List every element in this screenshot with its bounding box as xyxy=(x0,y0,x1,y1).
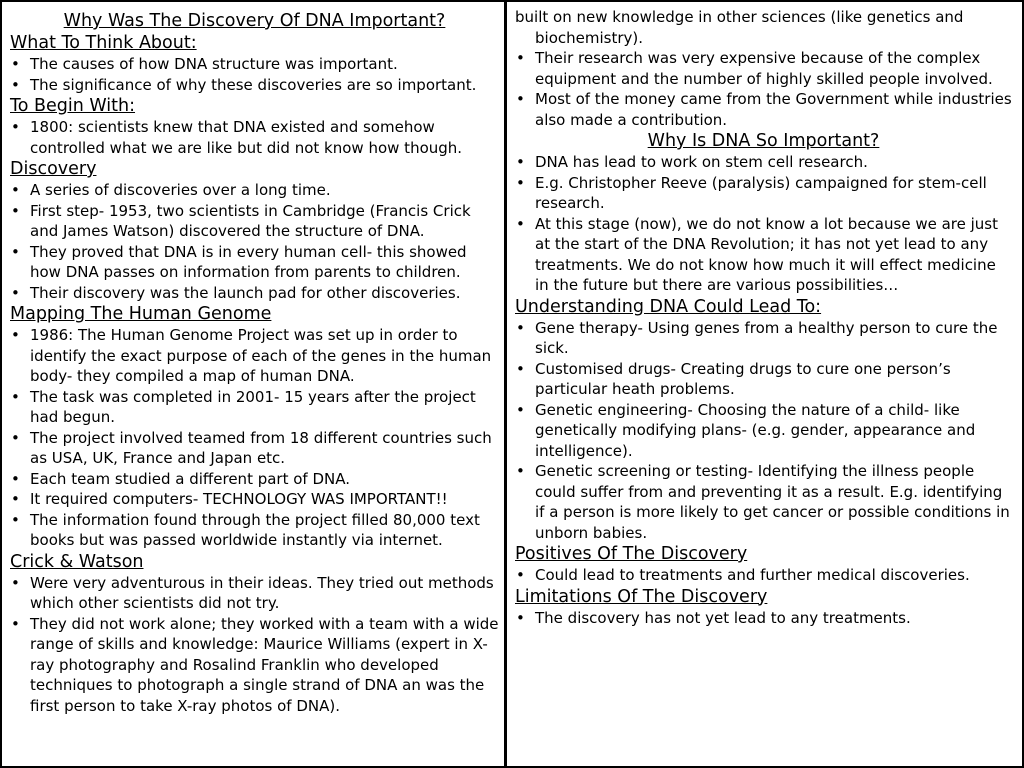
section-heading: Positives Of The Discovery xyxy=(515,544,748,564)
bullet-list xyxy=(10,117,499,158)
bullet-item: • 1800: scientists knew that DNA existed and somehow controlled what we are like but did not know how though. xyxy=(10,117,499,158)
right-continued-list xyxy=(515,7,1012,48)
section-heading: Crick & Watson xyxy=(10,551,144,572)
bullet-item: • Customised drugs- Creating drugs to cure one person’s particular heath problems. xyxy=(515,359,1012,400)
right-title: Why Is DNA So Important? xyxy=(647,131,880,151)
left-column xyxy=(2,2,505,766)
bullet-item: • It required computers- TECHNOLOGY WAS IMPORTANT!! xyxy=(10,489,499,510)
bullet-item: • Could lead to treatments and further medical discoveries. xyxy=(515,565,1012,586)
bullet-item: • The causes of how DNA structure was important. xyxy=(10,54,499,75)
bullet-item: • At this stage (now), we do not know a lot because we are just at the start of the DNA Revolution; it has not yet lead to any treatments. We do not know how much it will effect medicine in the future but there are various possibilities… xyxy=(515,214,1012,296)
bullet-item: • Their research was very expensive because of the complex equipment and the number of highly skilled people involved. xyxy=(515,48,1012,89)
section-heading: Limitations Of The Discovery xyxy=(515,586,768,607)
right-sections xyxy=(515,152,1012,628)
bullet-list xyxy=(515,152,1012,296)
bullet-list xyxy=(10,573,499,717)
bullet-item: • DNA has lead to work on stem cell research. xyxy=(515,152,1012,173)
left-title: Why Was The Discovery Of DNA Important? xyxy=(63,11,446,31)
section-heading: Understanding DNA Could Lead To: xyxy=(515,296,822,317)
section-heading: To Begin With: xyxy=(10,96,136,116)
bullet-item: • The information found through the project filled 80,000 text books but was passed worldwide instantly via internet. xyxy=(10,510,499,551)
bullet-item: • A series of discoveries over a long time. xyxy=(10,180,499,201)
bullet-item: • E.g. Christopher Reeve (paralysis) campaigned for stem-cell research. xyxy=(515,173,1012,214)
bullet-list xyxy=(515,318,1012,544)
bullet-list xyxy=(515,565,1012,586)
bullet-list xyxy=(10,54,499,95)
bullet-list xyxy=(515,608,1012,629)
bullet-item: • First step- 1953, two scientists in Cambridge (Francis Crick and James Watson) discovered the structure of DNA. xyxy=(10,201,499,242)
bullet-item: • They did not work alone; they worked with a team with a wide range of skills and knowledge: Maurice Williams (expert in X-ray photography and Rosalind Franklin who developed techniques to photograph a single strand of DNA an was the first person to take X-ray photos of DNA). xyxy=(10,614,499,717)
right-pre-list xyxy=(515,48,1012,130)
bullet-item: • Were very adventurous in their ideas. They tried out methods which other scientists did not try. xyxy=(10,573,499,614)
right-column xyxy=(507,2,1022,766)
bullet-item: • The project involved teamed from 18 different countries such as USA, UK, France and Japan etc. xyxy=(10,428,499,469)
bullet-item: • Their discovery was the launch pad for other discoveries. xyxy=(10,283,499,304)
section-heading: What To Think About: xyxy=(10,33,197,53)
bullet-item: • Genetic engineering- Choosing the nature of a child- like genetically modifying plans- (e.g. gender, appearance and intelligence). xyxy=(515,400,1012,462)
bullet-list xyxy=(10,180,499,303)
bullet-item: • Each team studied a different part of DNA. xyxy=(10,469,499,490)
bullet-item: • The significance of why these discoveries are so important. xyxy=(10,75,499,96)
bullet-item: • 1986: The Human Genome Project was set up in order to identify the exact purpose of each of the genes in the human body- they compiled a map of human DNA. xyxy=(10,325,499,387)
bullet-item: • Gene therapy- Using genes from a healthy person to cure the sick. xyxy=(515,318,1012,359)
continued-text: built on new knowledge in other sciences (like genetics and biochemistry). xyxy=(515,8,964,47)
bullet-list xyxy=(10,325,499,551)
bullet-item: • They proved that DNA is in every human cell- this showed how DNA passes on information from parents to children. xyxy=(10,242,499,283)
left-sections xyxy=(10,32,499,716)
bullet-item: • Most of the money came from the Government while industries also made a contribution. xyxy=(515,89,1012,130)
bullet-item: • Genetic screening or testing- Identifying the illness people could suffer from and preventing it as a result. E.g. identifying if a person is more likely to get cancer or possible conditions in unborn babies. xyxy=(515,461,1012,543)
bullet-item: • The task was completed in 2001- 15 years after the project had begun. xyxy=(10,387,499,428)
section-heading: Discovery xyxy=(10,159,97,179)
bullet-item: • The discovery has not yet lead to any treatments. xyxy=(515,608,1012,629)
section-heading: Mapping The Human Genome xyxy=(10,304,272,324)
